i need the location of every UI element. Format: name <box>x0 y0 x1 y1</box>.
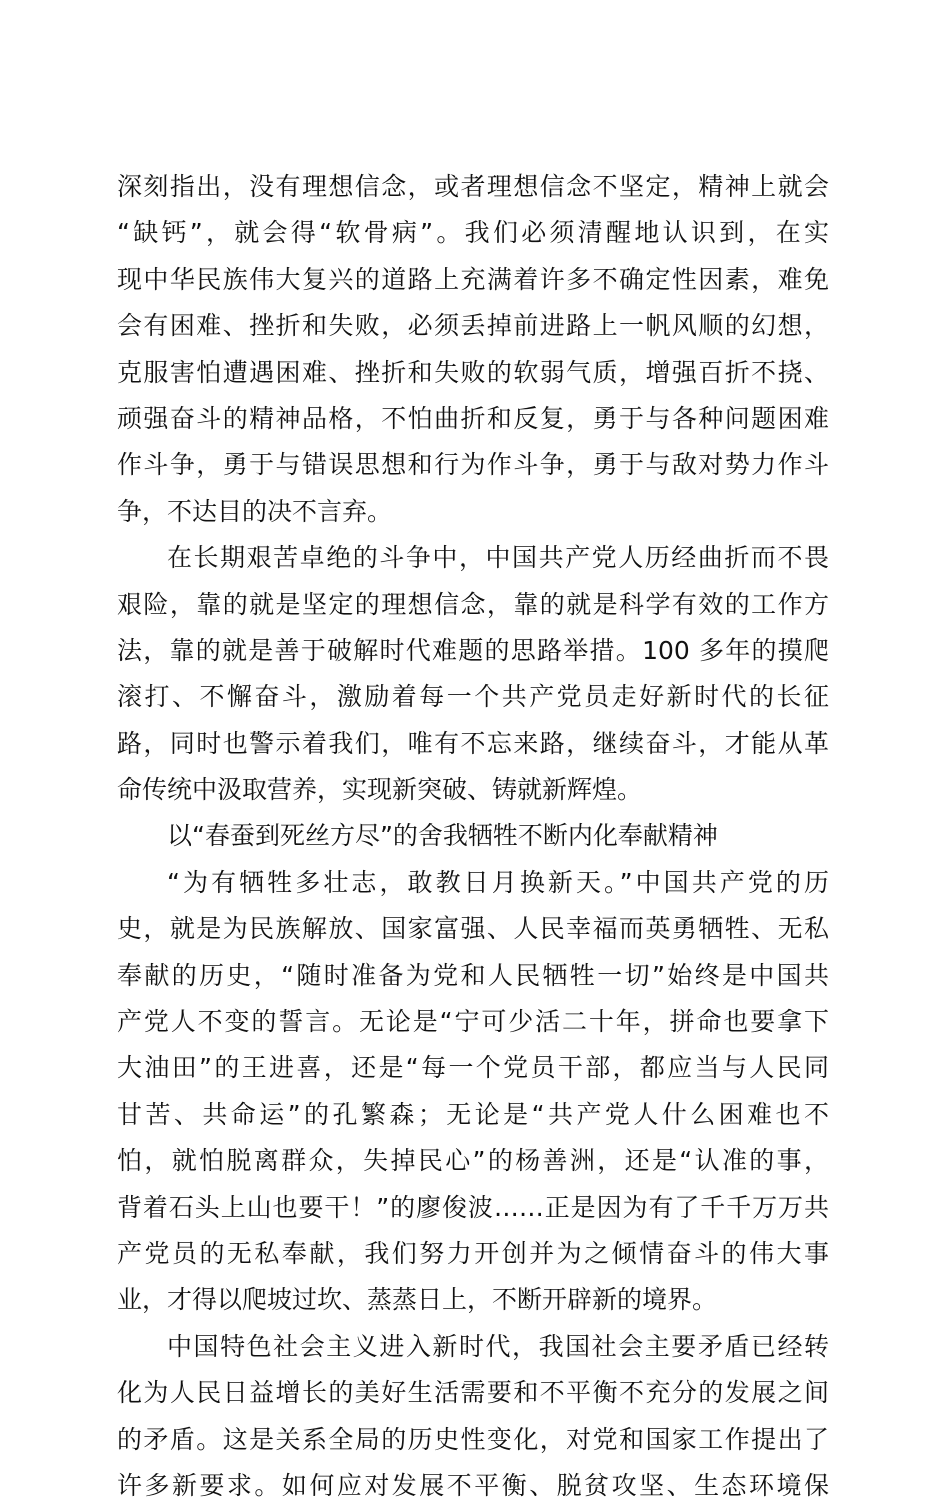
text-line: 滚打、不懈奋斗，激励着每一个共产党员走好新时代的长征 <box>117 682 829 712</box>
text-line: 克服害怕遭遇困难、挫折和失败的软弱气质，增强百折不挠、 <box>117 357 829 387</box>
text-line: 深刻指出，没有理想信念，或者理想信念不坚定，精神上就会 <box>117 172 829 201</box>
text-line: 史，就是为民族解放、国家富强、人民幸福而英勇牺牲、无私 <box>117 914 829 944</box>
text-line: 会有困难、挫折和失败，必须丢掉前进路上一帆风顺的幻想， <box>117 311 829 341</box>
text-line: 奉献的历史，“随时准备为党和人民牺牲一切”始终是中国共 <box>117 960 829 990</box>
text-line: 争，不达目的决不言弃。 <box>117 496 393 526</box>
text-line: 产党人不变的誓言。无论是“宁可少活二十年，拼命也要拿下 <box>117 1007 829 1037</box>
text-line: 的矛盾。这是关系全局的历史性变化，对党和国家工作提出了 <box>117 1424 829 1454</box>
text-line: 作斗争，勇于与错误思想和行为作斗争，勇于与敌对势力作斗 <box>117 450 829 480</box>
text-line: “缺钙”，就会得“软骨病”。我们必须清醒地认识到，在实 <box>117 218 829 248</box>
paragraph-first-line: 在长期艰苦卓绝的斗争中，中国共产党人历经曲折而不畏 <box>167 543 829 573</box>
paragraph-first-line: 中国特色社会主义进入新时代，我国社会主要矛盾已经转 <box>167 1331 829 1361</box>
text-line: 现中华民族伟大复兴的道路上充满着许多不确定性因素，难免 <box>117 264 829 294</box>
paragraph-first-line: 以“春蚕到死丝方尽”的舍我牺牲不断内化奉献精神 <box>167 821 718 851</box>
text-line: 路，同时也警示着我们，唯有不忘来路，继续奋斗，才能从革 <box>117 728 829 758</box>
text-line: 许多新要求。如何应对发展不平衡、脱贫攻坚、生态环境保 <box>117 1470 829 1500</box>
paragraph-first-line: “为有牺牲多壮志，敢教日月换新天。”中国共产党的历 <box>167 867 829 897</box>
text-line: 产党员的无私奉献，我们努力开创并为之倾情奋斗的伟大事 <box>117 1238 829 1268</box>
body-text <box>117 164 829 1509</box>
text-line: 怕，就怕脱离群众，失掉民心”的杨善洲，还是“认准的事， <box>117 1146 829 1176</box>
text-line: 命传统中汲取营养，实现新突破、铸就新辉煌。 <box>117 775 643 805</box>
text-line: 化为人民日益增长的美好生活需要和不平衡不充分的发展之间 <box>117 1378 829 1408</box>
text-line: 业，才得以爬坡过坎、蒸蒸日上，不断开辟新的境界。 <box>117 1285 718 1315</box>
text-line: 甘苦、共命运”的孔繁森；无论是“共产党人什么困难也不 <box>117 1099 829 1129</box>
text-line: 顽强奋斗的精神品格，不怕曲折和反复，勇于与各种问题困难 <box>117 403 829 433</box>
text-line: 背着石头上山也要干！”的廖俊波……正是因为有了千千万万共 <box>117 1192 829 1222</box>
text-line: 法，靠的就是善于破解时代难题的思路举措。100 多年的摸爬 <box>117 635 829 665</box>
text-line: 艰险，靠的就是坚定的理想信念，靠的就是科学有效的工作方 <box>117 589 829 619</box>
text-line: 大油田”的王进喜，还是“每一个党员干部，都应当与人民同 <box>117 1053 829 1083</box>
